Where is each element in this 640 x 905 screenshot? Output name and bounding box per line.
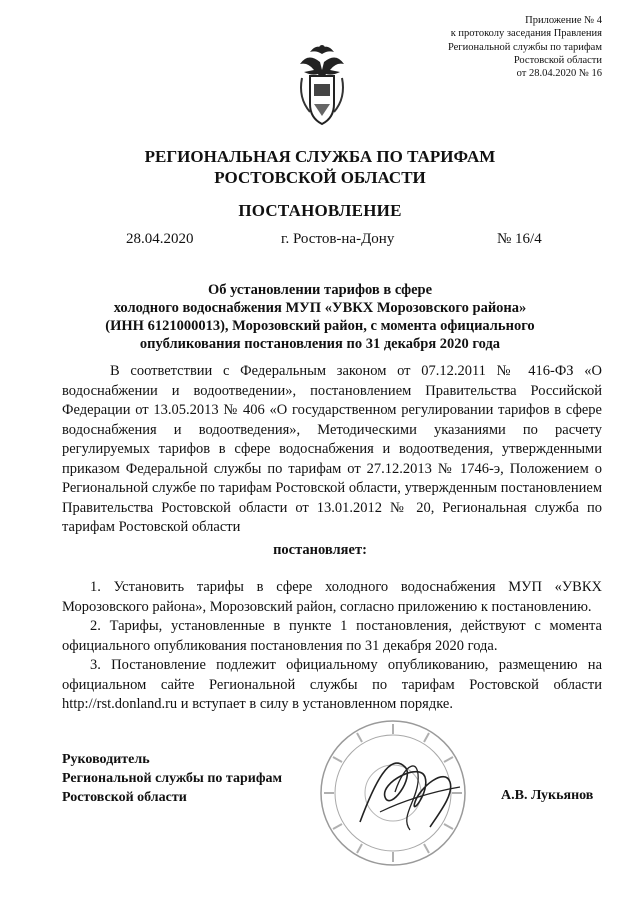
decision-item: 1. Установить тарифы в сфере холодного водоснабжения МУП «УВКХ Морозовского района», Морозовский район, согласно приложению к постановлению.	[62, 579, 602, 615]
decision-items	[62, 578, 602, 715]
document-date: 28.04.2020	[126, 231, 194, 247]
document-subject	[60, 281, 580, 353]
document-number: № 16/4	[497, 231, 542, 247]
handwritten-signature-icon	[350, 742, 470, 842]
organization-name-line2: РОСТОВСКОЙ ОБЛАСТИ	[214, 168, 426, 187]
appendix-line: Приложение № 4	[525, 15, 602, 26]
subject-line: опубликования постановления по 31 декабря 2020 года	[139, 336, 501, 352]
signatory-position-line: Руководитель	[62, 752, 150, 767]
document-place: г. Ростов-на-Дону	[281, 231, 395, 247]
subject-line: Об установлении тарифов в сфере	[207, 282, 433, 298]
appendix-line: Ростовской области	[513, 54, 602, 66]
signatory-position	[62, 750, 282, 807]
document-type: ПОСТАНОВЛЕНИЕ	[238, 201, 402, 220]
signatory-name: А.В. Лукьянов	[501, 788, 594, 803]
coat-of-arms-icon	[296, 42, 348, 128]
organization-name-line1: РЕГИОНАЛЬНАЯ СЛУЖБА ПО ТАРИФАМ	[144, 147, 496, 166]
organization-name	[0, 146, 640, 188]
decision-item: 2. Тарифы, установленные в пункте 1 постановления, действуют с момента официального опубликования постановления по 31 декабря 2020 года.	[62, 618, 602, 654]
appendix-line: Региональной службы по тарифам	[447, 41, 602, 53]
appendix-line: от 28.04.2020 № 16	[516, 68, 602, 80]
signatory-position-line: Ростовской области	[62, 790, 187, 805]
appendix-note	[412, 14, 602, 80]
decision-item: 3. Постановление подлежит официальному опубликованию, размещению на официальном сайте Региональной службы по тарифам Ростовской области http://rst.donland.ru и вступает в силу в установленном порядке.	[62, 657, 602, 712]
signatory-position-line: Региональной службы по тарифам	[62, 771, 283, 786]
decides-heading: постановляет:	[273, 542, 367, 558]
preamble-paragraph: В соответствии с Федеральным законом от 07.12.2011 № 416-ФЗ «О водоснабжении и водоотведении», постановлением Правительства Российской Федерации от 13.05.2013 № 406 «О государственном регулировании тарифов в сфере водоснабжения и водоотведения», Методическими указаниями по расчету регулируемых тарифов в сфере водоснабжения и водоотведения, утвержденными приказом Федеральной службы по тарифам от 27.12.2013 № 1746-э, Положением о Региональной службе по тарифам Ростовской области, утвержденным постановлением Правительства Ростовской области от 13.01.2012 № 20, Региональная служба по тарифам Ростовской области	[62, 363, 602, 535]
subject-line: (ИНН 6121000013), Морозовский район, с момента официального	[105, 318, 535, 334]
appendix-line: к протоколу заседания Правления	[450, 28, 602, 40]
subject-line: холодного водоснабжения МУП «УВКХ Морозовского района»	[113, 300, 527, 316]
